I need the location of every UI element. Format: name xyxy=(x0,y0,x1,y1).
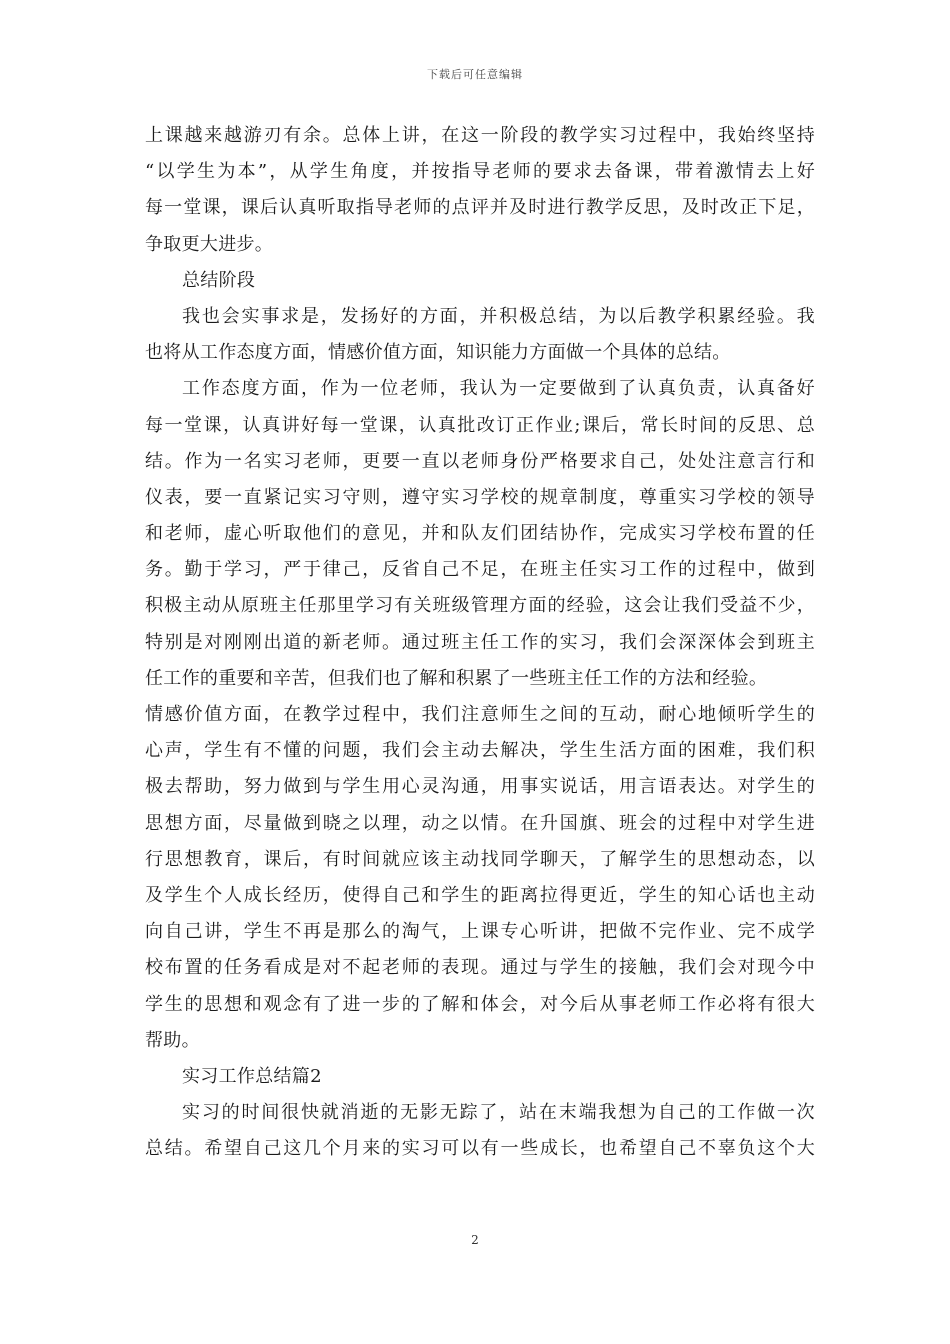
text-line: 结。作为一名实习老师，更要一直以老师身份严格要求自己，处处注意言行和 xyxy=(145,450,815,472)
text-line: 上课越来越游刃有余。总体上讲，在这一阶段的教学实习过程中，我始终坚持 xyxy=(145,125,815,146)
text-line: 务。勤于学习，严于律己，反省自己不足，在班主任实习工作的过程中，做到 xyxy=(145,559,815,581)
page-header: 下载后可任意编辑 xyxy=(427,68,523,81)
text-line: 校布置的任务看成是对不起老师的表现。通过与学生的接触，我们会对现今中 xyxy=(145,957,815,979)
text-line: 和老师，虚心听取他们的意见，并和队友们团结协作，完成实习学校布置的任 xyxy=(145,523,815,545)
text-line: 积极主动从原班主任那里学习有关班级管理方面的经验，这会让我们受益不少， xyxy=(145,595,815,617)
text-line: 特别是对刚刚出道的新老师。通过班主任工作的实习，我们会深深体会到班主 xyxy=(145,631,815,653)
document-body xyxy=(145,118,815,1167)
text-line: 思想方面，尽量做到晓之以理，动之以情。在升国旗、班会的过程中对学生进 xyxy=(145,812,815,834)
section-heading: 实习工作总结篇2 xyxy=(182,1065,322,1087)
text-line: 争取更大进步。 xyxy=(145,233,274,255)
text-line: 实习的时间很快就消逝的无影无踪了，站在末端我想为自己的工作做一次 xyxy=(182,1102,815,1124)
text-line: 任工作的重要和辛苦，但我们也了解和积累了一些班主任工作的方法和经验。 xyxy=(145,667,768,689)
text-line: 学生的思想和观念有了进一步的了解和体会，对今后从事老师工作必将有很大 xyxy=(145,993,815,1015)
section-heading: 总结阶段 xyxy=(182,269,256,291)
text-line: 情感价值方面，在教学过程中，我们注意师生之间的互动，耐心地倾听学生的 xyxy=(145,704,815,725)
text-line: 及学生个人成长经历，使得自己和学生的距离拉得更近，学生的知心话也主动 xyxy=(145,884,815,906)
text-line: 也将从工作态度方面，情感价值方面，知识能力方面做一个具体的总结。 xyxy=(145,342,731,364)
text-line: “以学生为本”，从学生角度，并按指导老师的要求去备课，带着激情去上好 xyxy=(145,161,815,183)
text-line: 总结。希望自己这几个月来的实习可以有一些成长，也希望自己不辜负这个大 xyxy=(145,1138,815,1160)
text-line: 工作态度方面，作为一位老师，我认为一定要做到了认真负责，认真备好 xyxy=(182,378,815,400)
text-line: 极去帮助，努力做到与学生用心灵沟通，用事实说话，用言语表达。对学生的 xyxy=(145,776,815,798)
text-line: 帮助。 xyxy=(145,1029,200,1051)
text-line: 行思想教育，课后，有时间就应该主动找同学聊天，了解学生的思想动态，以 xyxy=(145,848,815,870)
text-line: 仪表，要一直紧记实习守则，遵守实习学校的规章制度，尊重实习学校的领导 xyxy=(145,486,815,508)
page-number: 2 xyxy=(471,1233,479,1247)
text-line: 每一堂课，课后认真听取指导老师的点评并及时进行教学反思，及时改正下足， xyxy=(145,197,815,219)
text-line: 向自己讲，学生不再是那么的淘气，上课专心听讲，把做不完作业、完不成学 xyxy=(145,921,815,943)
text-line: 心声，学生有不懂的问题，我们会主动去解决，学生生活方面的困难，我们积 xyxy=(145,740,815,762)
text-line: 每一堂课，认真讲好每一堂课，认真批改订正作业;课后，常长时间的反思、总 xyxy=(145,414,815,436)
text-line: 我也会实事求是，发扬好的方面，并积极总结，为以后教学积累经验。我 xyxy=(182,305,815,327)
